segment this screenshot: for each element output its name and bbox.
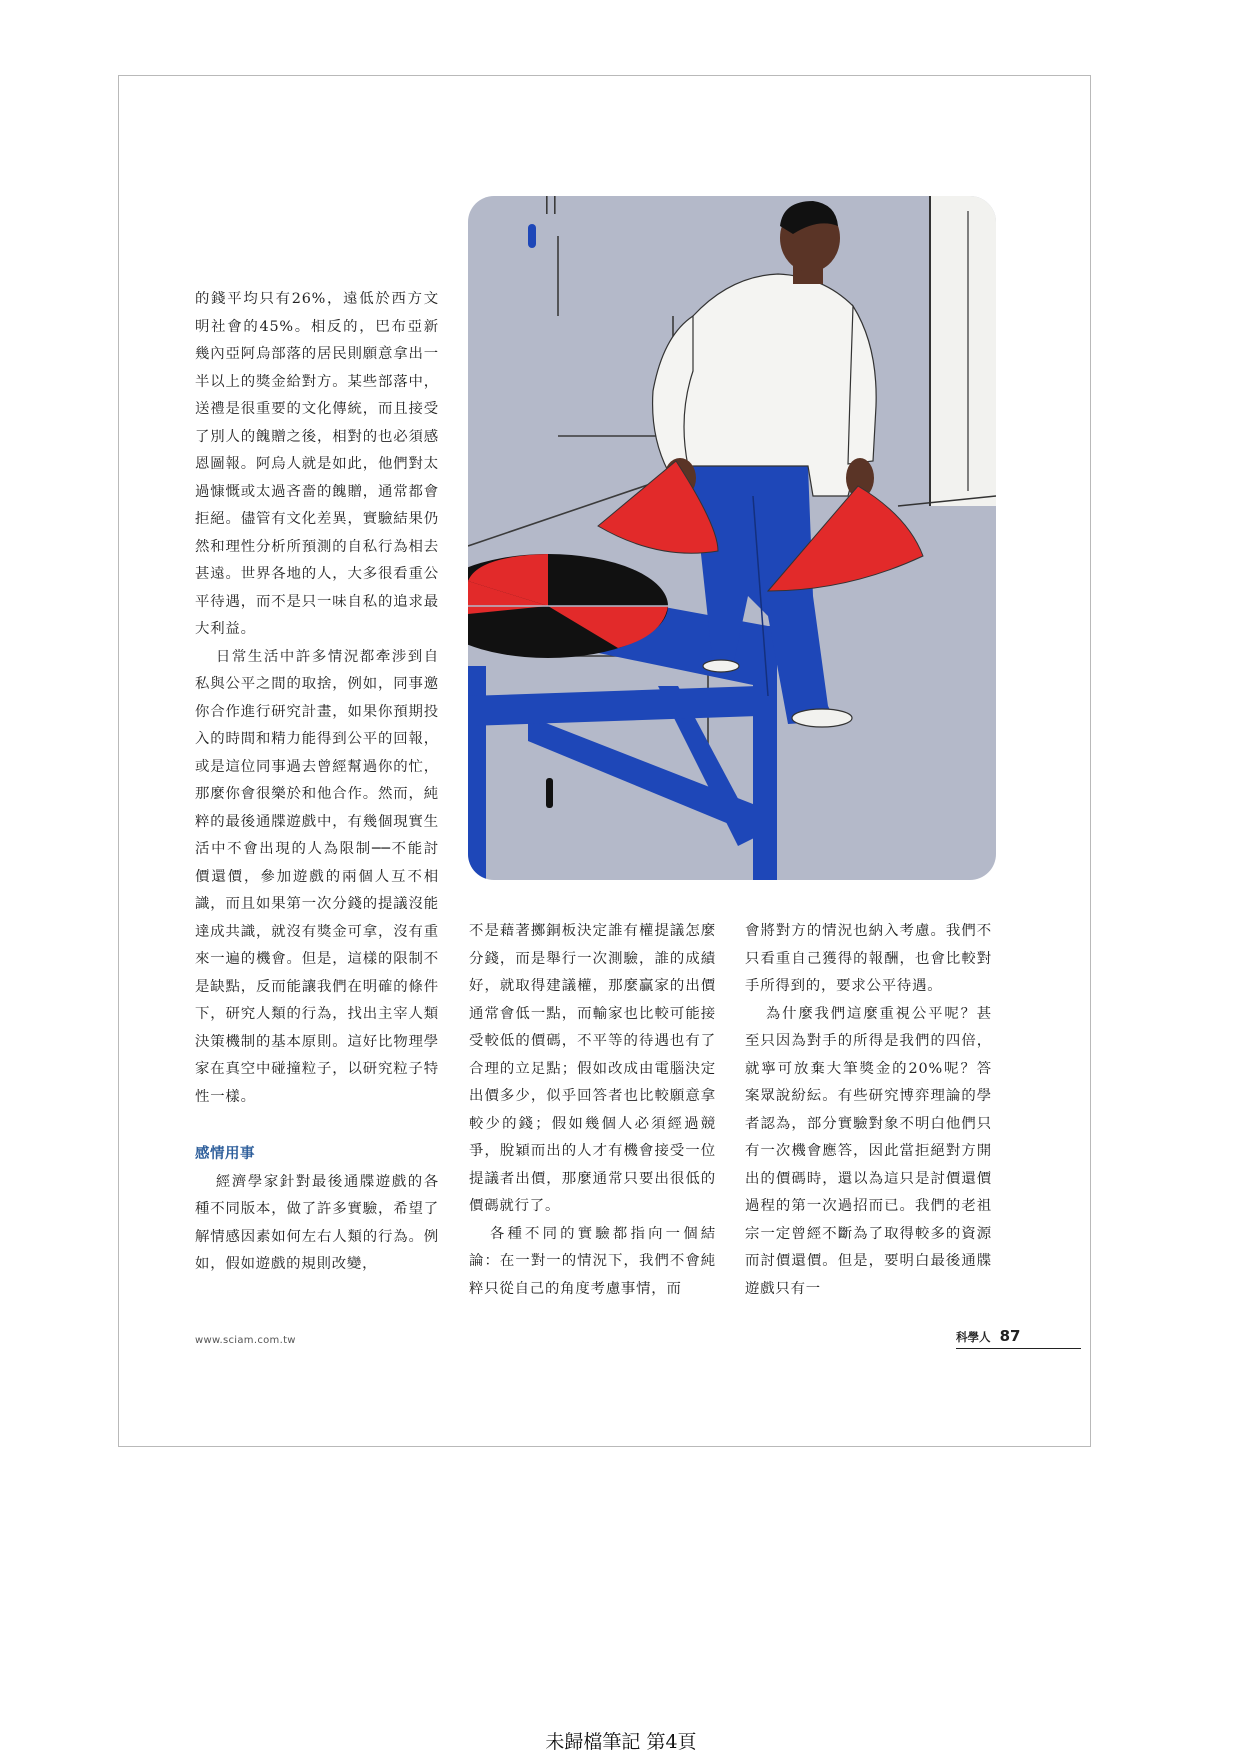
text-column-middle <box>469 918 716 1303</box>
paragraph: 各種不同的實驗都指向一個結論：在一對一的情況下，我們不會純粹只從自己的角度考慮事情，而 <box>469 1225 716 1297</box>
text-column-right <box>745 918 992 1303</box>
paragraph: 不是藉著擲銅板決定誰有權提議怎麼分錢，而是舉行一次測驗，誰的成績好，就取得建議權，那麼贏家的出價通常會低一點，而輸家也比較可能接受較低的價碼，不平等的待遇也有了合理的立足點；假如改成由電腦決定出價多少，似乎回答者也比較願意拿較少的錢；假如幾個人必須經過競爭，脫穎而出的人才有機會接受一位提議者出價，那麼通常只要出很低的價碼就行了。 <box>469 923 716 1214</box>
text-column-left <box>195 286 439 1279</box>
paragraph: 日常生活中許多情況都牽涉到自私與公平之間的取捨，例如，同事邀你合作進行研究計畫，如果你預期投入的時間和精力能得到公平的回報，或是這位同事過去曾經幫過你的忙，那麼你會很樂於和他合作。然而，純粹的最後通牒遊戲中，有幾個現實生活中不會出現的人為限制──不能討價還價，參加遊戲的兩個人互不相識，而且如果第一次分錢的提議沒能達成共識，就沒有獎金可拿，沒有重來一遍的機會。但是，這樣的限制不是缺點，反而能讓我們在明確的條件下，研究人類的行為，找出主宰人類決策機制的基本原則。這好比物理學家在真空中碰撞粒子，以研究粒子特性一樣。 <box>195 648 439 1105</box>
magazine-name: 科學人 <box>956 1330 991 1344</box>
document-caption: 未歸檔筆記 第4頁 <box>545 1731 697 1753</box>
paragraph: 為什麼我們這麼重視公平呢？甚至只因為對手的所得是我們的四倍，就寧可放棄大筆獎金的20%呢？答案眾說紛紜。有些研究博弈理論的學者認為，部分實驗對象不明白他們只有一次機會應答，因此當拒絕對方開出的價碼時，還以為這只是討價還價過程的第一次過招而已。我們的老祖宗一定曾經不斷為了取得較多的資源而討價還價。但是，要明白最後通牒遊戲只有一 <box>745 1005 992 1297</box>
illustration-man-with-fan-shapes <box>468 196 996 880</box>
paragraph: 經濟學家針對最後通牒遊戲的各種不同版本，做了許多實驗，希望了解情感因素如何左右人類的行為。例如，假如遊戲的規則改變， <box>195 1173 439 1272</box>
page-number: 87 <box>999 1327 1021 1345</box>
footer-website-url: www.sciam.com.tw <box>195 1335 296 1346</box>
paragraph: 會將對方的情況也納入考慮。我們不只看重自己獲得的報酬，也會比較對手所得到的，要求公平待遇。 <box>745 923 992 994</box>
paragraph: 的錢平均只有26%，遠低於西方文明社會的45%。相反的，巴布亞新幾內亞阿烏部落的居民則願意拿出一半以上的獎金給對方。某些部落中，送禮是很重要的文化傳統，而且接受了別人的餽贈之後，相對的也必須感恩圖報。阿烏人就是如此，他們對太過慷慨或太過吝嗇的餽贈，通常都會拒絕。儘管有文化差異，實驗結果仍然和理性分析所預測的自私行為相去甚遠。世界各地的人，大多很看重公平待遇，而不是只一味自私的追求最大利益。 <box>195 291 439 637</box>
section-heading: 感情用事 <box>195 1146 255 1162</box>
footer-page-marker <box>956 1326 1081 1349</box>
